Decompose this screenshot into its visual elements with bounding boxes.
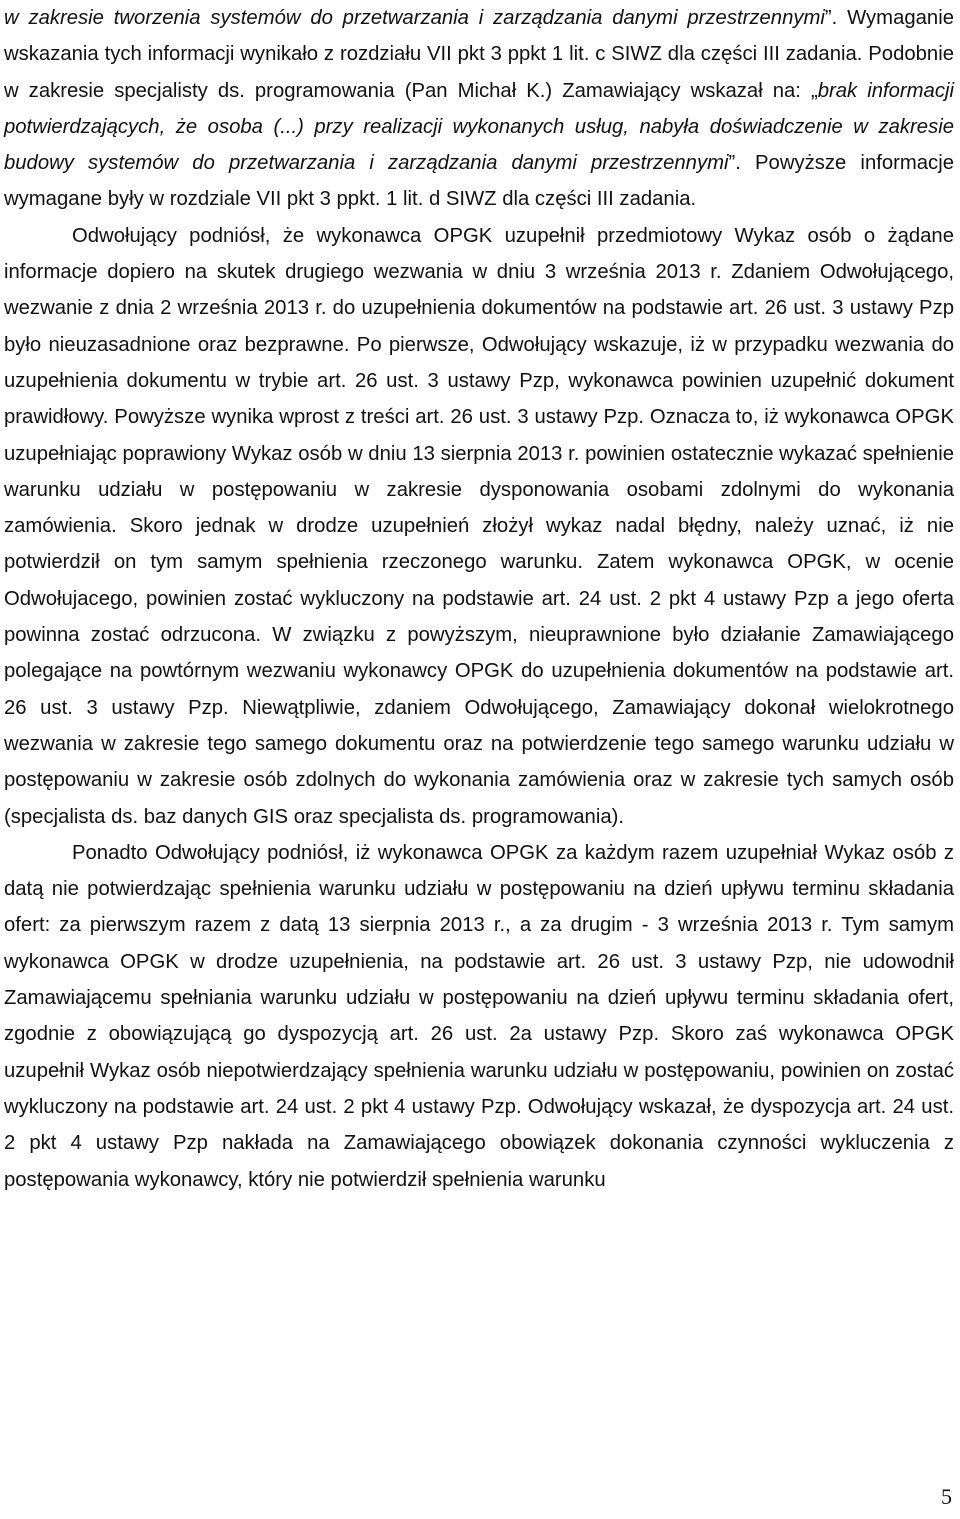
document-page [4,0,954,1198]
paragraph-continuation [4,0,954,218]
page-number: 5 [941,1484,952,1509]
quoted-requirement-text: w zakresie tworzenia systemów do przetwarzania i zarządzania danymi przestrzennymi [4,7,825,29]
paragraph-appellant-argument [4,218,954,835]
paragraph-text: ”. Wymaganie wskazania tych informacji wynikało z rozdziału VII pkt 3 ppkt 1 lit. c SIWZ dla części III zadania. Podobnie w zakresie specjalisty ds. programowania (Pan Michał K.) Zamawiający wskazał na: „ [4,7,954,102]
paragraph-text: ”. Powyższe informacje wymagane były w rozdziale VII pkt 3 ppkt. 1 lit. d SIWZ dla części III zadania. [4,152,954,211]
paragraph-text: Odwołujący podniósł, że wykonawca OPGK uzupełnił przedmiotowy Wykaz osób o żądane informacje dopiero na skutek drugiego wezwania w dniu 3 września 2013 r. Zdaniem Odwołującego, wezwanie z dnia 2 września 2013 r. do uzupełnienia dokumentów na podstawie art. 26 ust. 3 ustawy Pzp było nieuzasadnione oraz bezprawne. Po pierwsze, Odwołujący wskazuje, iż w przypadku wezwania do uzupełnienia dokumentu w trybie art. 26 ust. 3 ustawy Pzp, wykonawca powinien uzupełnić dokument prawidłowy. Powyższe wynika wprost z treści art. 26 ust. 3 ustawy Pzp. Oznacza to, iż wykonawca OPGK uzupełniając poprawiony Wykaz osób w dniu 13 sierpnia 2013 r. powinien ostatecznie wykazać spełnienie warunku udziału w postępowaniu w zakresie dysponowania osobami zdolnymi do wykonania zamówienia. Skoro jednak w drodze uzupełnień złożył wykaz nadal błędny, należy uznać, iż nie potwierdził on tym samym spełnienia rzeczonego warunku. Zatem wykonawca OPGK, w ocenie Odwołujacego, powinien zostać wykluczony na podstawie art. 24 ust. 2 pkt 4 ustawy Pzp a jego oferta powinna zostać odrzucona. W związku z powyższym, nieuprawnione było działanie Zamawiającego polegające na powtórnym wezwaniu wykonawcy OPGK do uzupełnienia dokumentów na podstawie art. 26 ust. 3 ustawy Pzp. Niewątpliwie, zdaniem Odwołującego, Zamawiający dokonał wielokrotnego wezwania w zakresie tego samego dokumentu oraz na potwierdzenie tego samego warunku udziału w postępowaniu w zakresie osób zdolnych do wykonania zamówienia oraz w zakresie tych samych osób (specjalista ds. baz danych GIS oraz specjalista ds. programowania). [4,224,954,828]
paragraph-text: Ponadto Odwołujący podniósł, iż wykonawca OPGK za każdym razem uzupełniał Wykaz osób z datą nie potwierdzając spełnienia warunku udziału w postępowaniu na dzień upływu terminu składania ofert: za pierwszym razem z datą 13 sierpnia 2013 r., a za drugim - 3 września 2013 r. Tym samym wykonawca OPGK w drodze uzupełnienia, na podstawie art. 26 ust. 3 ustawy Pzp, nie udowodnił Zamawiającemu spełniania warunku udziału w postępowaniu na dzień upływu terminu składania ofert, zgodnie z obowiązującą go dyspozycją art. 26 ust. 2a ustawy Pzp. Skoro zaś wykonawca OPGK uzupełnił Wykaz osób niepotwierdzający spełnienia warunku udziału w postępowaniu, powinien on zostać wykluczony na podstawie art. 24 ust. 2 pkt 4 ustawy Pzp. Odwołujący wskazał, że dyspozycja art. 24 ust. 2 pkt 4 ustawy Pzp nakłada na Zamawiającego obowiązek dokonania czynności wykluczenia z postępowania wykonawcy, który nie potwierdził spełnienia warunku [4,841,954,1191]
paragraph-further-argument [4,835,954,1198]
quoted-justification-text: brak informacji potwierdzających, że osoba (...) przy realizacji wykonanych usług, nabyła doświadczenie w zakresie budowy systemów do przetwarzania i zarządzania danymi przestrzennymi [4,79,954,175]
